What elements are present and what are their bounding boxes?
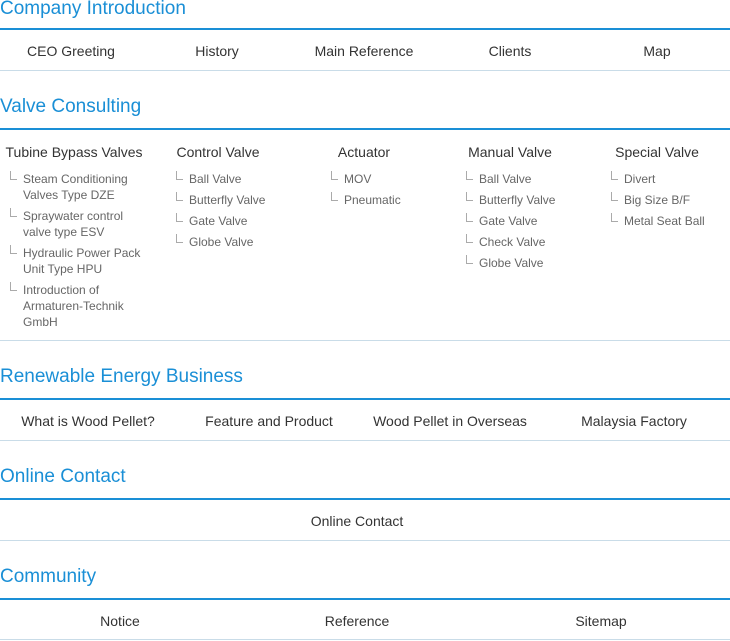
menu-item-map[interactable]: Map — [643, 43, 671, 59]
section-renewable-energy-business — [0, 366, 730, 442]
submenu-item-gate-valve[interactable]: Gate Valve — [176, 213, 296, 229]
section-title-online-contact: Online Contact — [0, 466, 126, 487]
submenu-item-globe-valve[interactable]: Globe Valve — [176, 234, 296, 250]
submenu-item-gate-valve[interactable]: Gate Valve — [466, 213, 586, 229]
submenu-item-butterfly-valve[interactable]: Butterfly Valve — [466, 192, 586, 208]
section-community — [0, 566, 730, 641]
submenu-item-ball-valve[interactable]: Ball Valve — [176, 171, 296, 187]
menu-item-notice[interactable]: Notice — [100, 613, 140, 629]
section-company-introduction — [0, 0, 730, 72]
section-top-rule — [0, 398, 730, 400]
submenu-item-check-valve[interactable]: Check Valve — [466, 234, 586, 250]
section-title-community: Community — [0, 566, 97, 587]
submenu-item-divert[interactable]: Divert — [611, 171, 726, 187]
submenu-item-hydraulic-power-pack[interactable]: Hydraulic Power Pack Unit Type HPU — [10, 245, 145, 277]
submenu-control-valve — [176, 171, 296, 255]
section-valve-consulting — [0, 96, 730, 342]
submenu-turbine-bypass-valves — [10, 171, 145, 335]
submenu-special-valve — [611, 171, 726, 234]
section-bottom-rule — [0, 70, 730, 71]
submenu-item-mov[interactable]: MOV — [331, 171, 441, 187]
column-head-manual-valve[interactable]: Manual Valve — [468, 144, 552, 160]
submenu-item-butterfly-valve[interactable]: Butterfly Valve — [176, 192, 296, 208]
column-head-special-valve[interactable]: Special Valve — [615, 144, 699, 160]
section-title-valve-consulting: Valve Consulting — [0, 96, 142, 117]
submenu-item-metal-seat-ball[interactable]: Metal Seat Ball — [611, 213, 726, 229]
section-title-renewable-energy-business: Renewable Energy Business — [0, 366, 243, 387]
section-title-company-introduction: Company Introduction — [0, 0, 186, 19]
column-head-turbine-bypass-valves[interactable]: Tubine Bypass Valves — [5, 144, 143, 160]
submenu-item-steam-conditioning-valves[interactable]: Steam Conditioning Valves Type DZE — [10, 171, 145, 203]
menu-item-online-contact[interactable]: Online Contact — [310, 513, 404, 529]
submenu-manual-valve — [466, 171, 586, 276]
submenu-item-big-size-bf[interactable]: Big Size B/F — [611, 192, 726, 208]
menu-item-what-is-wood-pellet[interactable]: What is Wood Pellet? — [21, 413, 155, 429]
menu-item-feature-and-product[interactable]: Feature and Product — [205, 413, 333, 429]
menu-item-reference[interactable]: Reference — [324, 613, 390, 629]
menu-item-malaysia-factory[interactable]: Malaysia Factory — [581, 413, 687, 429]
menu-item-history[interactable]: History — [195, 43, 239, 59]
section-bottom-rule — [0, 639, 730, 640]
menu-item-clients[interactable]: Clients — [488, 43, 532, 59]
menu-item-wood-pellet-in-overseas[interactable]: Wood Pellet in Overseas — [373, 413, 527, 429]
menu-item-main-reference[interactable]: Main Reference — [314, 43, 414, 59]
submenu-item-spraywater-control-valve[interactable]: Spraywater control valve type ESV — [10, 208, 145, 240]
section-bottom-rule — [0, 540, 730, 541]
column-head-control-valve[interactable]: Control Valve — [176, 144, 260, 160]
section-top-rule — [0, 128, 730, 130]
submenu-item-ball-valve[interactable]: Ball Valve — [466, 171, 586, 187]
section-top-rule — [0, 598, 730, 600]
section-bottom-rule — [0, 440, 730, 441]
submenu-item-globe-valve[interactable]: Globe Valve — [466, 255, 586, 271]
submenu-item-pneumatic[interactable]: Pneumatic — [331, 192, 441, 208]
menu-item-ceo-greeting[interactable]: CEO Greeting — [27, 43, 115, 59]
menu-item-sitemap[interactable]: Sitemap — [575, 613, 627, 629]
submenu-item-introduction-armaturen-technik[interactable]: Introduction of Armaturen-Technik GmbH — [10, 282, 145, 330]
column-head-actuator[interactable]: Actuator — [337, 144, 391, 160]
section-bottom-rule — [0, 340, 730, 341]
section-top-rule — [0, 28, 730, 30]
section-online-contact — [0, 466, 730, 542]
submenu-actuator — [331, 171, 441, 213]
section-top-rule — [0, 498, 730, 500]
